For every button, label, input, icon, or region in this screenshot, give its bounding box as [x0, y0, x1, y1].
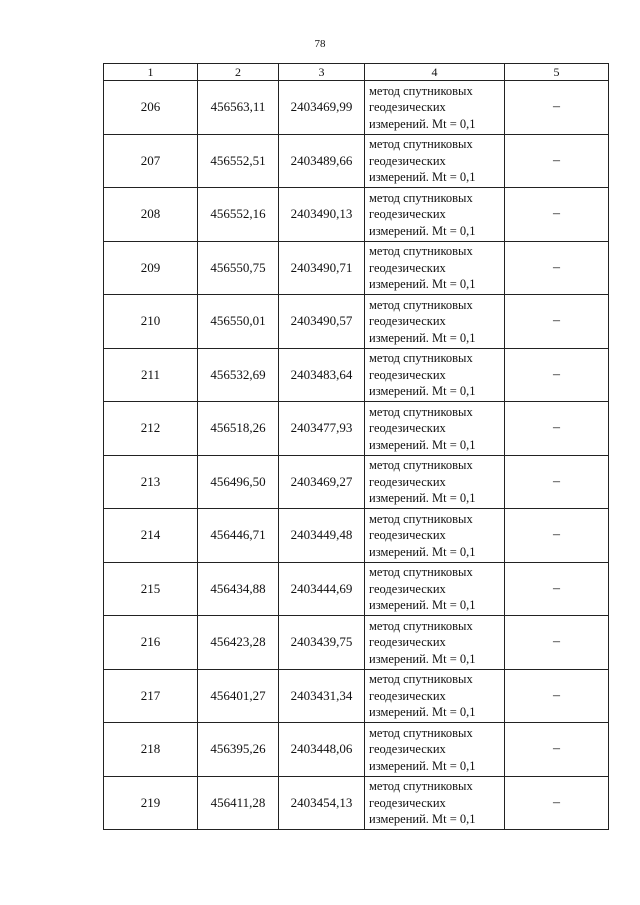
method-line: измерений. Mt = 0,1: [369, 598, 476, 612]
method-cell: [365, 616, 505, 670]
y-coordinate-cell: 2403490,71: [279, 241, 365, 295]
x-coordinate-cell: 456446,71: [198, 509, 279, 563]
method-line: метод спутниковых: [369, 618, 473, 633]
table-row: [104, 562, 609, 616]
table-row: [104, 188, 609, 242]
note-cell: –: [505, 509, 609, 563]
note-cell: –: [505, 776, 609, 830]
method-line: измерений. Mt = 0,1: [369, 705, 476, 719]
table-header: [104, 64, 609, 81]
method-line: метод спутниковых: [369, 351, 473, 365]
x-coordinate-cell: 456401,27: [198, 669, 279, 723]
method-line: геодезических: [369, 635, 446, 649]
method-line: измерений. Mt = 0,1: [369, 223, 476, 238]
note-cell: –: [505, 616, 609, 670]
method-cell: [365, 295, 505, 349]
method-line: метод спутниковых: [369, 458, 473, 472]
method-cell: [365, 669, 505, 723]
method-line: метод спутниковых: [369, 83, 473, 98]
x-coordinate-cell: 456518,26: [198, 402, 279, 456]
method-line: геодезических: [369, 314, 446, 328]
method-line: геодезических: [369, 207, 446, 221]
note-cell: –: [505, 134, 609, 188]
method-line: измерений. Mt = 0,1: [369, 116, 476, 131]
y-coordinate-cell: 2403439,75: [279, 616, 365, 670]
method-line: метод спутниковых: [369, 137, 473, 151]
method-cell: [365, 402, 505, 456]
method-line: геодезических: [369, 474, 446, 489]
point-number-cell: 207: [104, 134, 198, 188]
method-cell: [365, 776, 505, 830]
x-coordinate-cell: 456563,11: [198, 81, 279, 135]
method-cell: [365, 455, 505, 509]
method-line: метод спутниковых: [369, 190, 473, 205]
header-col-5: 5: [505, 64, 609, 81]
method-cell: [365, 241, 505, 295]
note-cell: –: [505, 562, 609, 616]
x-coordinate-cell: 456550,01: [198, 295, 279, 349]
method-line: метод спутниковых: [369, 725, 473, 740]
method-line: измерений. Mt = 0,1: [369, 277, 476, 291]
note-cell: –: [505, 669, 609, 723]
method-line: измерений. Mt = 0,1: [369, 170, 476, 184]
y-coordinate-cell: 2403454,13: [279, 776, 365, 830]
table-row: [104, 81, 609, 135]
method-line: геодезических: [369, 421, 446, 435]
method-line: измерений. Mt = 0,1: [369, 437, 476, 452]
method-line: геодезических: [369, 153, 446, 168]
method-line: геодезических: [369, 742, 446, 756]
method-cell: [365, 509, 505, 563]
table-body: [104, 81, 609, 830]
x-coordinate-cell: 456496,50: [198, 455, 279, 509]
y-coordinate-cell: 2403489,66: [279, 134, 365, 188]
coordinates-table: [103, 63, 609, 830]
method-line: измерений. Mt = 0,1: [369, 330, 476, 345]
y-coordinate-cell: 2403490,57: [279, 295, 365, 349]
table-row: [104, 616, 609, 670]
table-row: [104, 669, 609, 723]
point-number-cell: 216: [104, 616, 198, 670]
table-row: [104, 776, 609, 830]
x-coordinate-cell: 456411,28: [198, 776, 279, 830]
method-cell: [365, 134, 505, 188]
point-number-cell: 213: [104, 455, 198, 509]
method-line: метод спутниковых: [369, 244, 473, 258]
method-line: метод спутниковых: [369, 297, 473, 312]
x-coordinate-cell: 456434,88: [198, 562, 279, 616]
point-number-cell: 218: [104, 723, 198, 777]
method-line: измерений. Mt = 0,1: [369, 758, 476, 773]
method-line: метод спутниковых: [369, 672, 473, 686]
table-row: [104, 455, 609, 509]
method-line: измерений. Mt = 0,1: [369, 384, 476, 398]
method-line: геодезических: [369, 528, 446, 542]
method-line: геодезических: [369, 688, 446, 703]
x-coordinate-cell: 456552,16: [198, 188, 279, 242]
table-row: [104, 402, 609, 456]
y-coordinate-cell: 2403431,34: [279, 669, 365, 723]
method-cell: [365, 348, 505, 402]
method-line: измерений. Mt = 0,1: [369, 651, 476, 666]
note-cell: –: [505, 455, 609, 509]
table-row: [104, 723, 609, 777]
y-coordinate-cell: 2403490,13: [279, 188, 365, 242]
y-coordinate-cell: 2403483,64: [279, 348, 365, 402]
point-number-cell: 208: [104, 188, 198, 242]
method-cell: [365, 188, 505, 242]
method-line: метод спутниковых: [369, 779, 473, 793]
point-number-cell: 211: [104, 348, 198, 402]
table-row: [104, 295, 609, 349]
y-coordinate-cell: 2403469,99: [279, 81, 365, 135]
y-coordinate-cell: 2403444,69: [279, 562, 365, 616]
method-cell: [365, 723, 505, 777]
x-coordinate-cell: 456532,69: [198, 348, 279, 402]
method-line: геодезических: [369, 581, 446, 596]
point-number-cell: 210: [104, 295, 198, 349]
method-line: геодезических: [369, 367, 446, 382]
method-line: измерений. Mt = 0,1: [369, 544, 476, 559]
y-coordinate-cell: 2403449,48: [279, 509, 365, 563]
header-col-4: 4: [365, 64, 505, 81]
method-line: геодезических: [369, 260, 446, 275]
y-coordinate-cell: 2403448,06: [279, 723, 365, 777]
header-col-1: 1: [104, 64, 198, 81]
note-cell: –: [505, 241, 609, 295]
point-number-cell: 219: [104, 776, 198, 830]
method-line: метод спутниковых: [369, 511, 473, 526]
note-cell: –: [505, 348, 609, 402]
note-cell: –: [505, 81, 609, 135]
table-row: [104, 348, 609, 402]
method-line: измерений. Mt = 0,1: [369, 491, 476, 505]
method-line: метод спутниковых: [369, 404, 473, 419]
point-number-cell: 209: [104, 241, 198, 295]
header-row: [104, 64, 609, 81]
x-coordinate-cell: 456550,75: [198, 241, 279, 295]
y-coordinate-cell: 2403477,93: [279, 402, 365, 456]
method-line: метод спутниковых: [369, 565, 473, 579]
method-line: геодезических: [369, 100, 446, 114]
x-coordinate-cell: 456395,26: [198, 723, 279, 777]
point-number-cell: 217: [104, 669, 198, 723]
note-cell: –: [505, 402, 609, 456]
point-number-cell: 206: [104, 81, 198, 135]
point-number-cell: 212: [104, 402, 198, 456]
method-line: геодезических: [369, 795, 446, 810]
x-coordinate-cell: 456423,28: [198, 616, 279, 670]
header-col-3: 3: [279, 64, 365, 81]
x-coordinate-cell: 456552,51: [198, 134, 279, 188]
note-cell: –: [505, 723, 609, 777]
y-coordinate-cell: 2403469,27: [279, 455, 365, 509]
header-col-2: 2: [198, 64, 279, 81]
point-number-cell: 215: [104, 562, 198, 616]
note-cell: –: [505, 295, 609, 349]
point-number-cell: 214: [104, 509, 198, 563]
table-row: [104, 134, 609, 188]
method-cell: [365, 81, 505, 135]
table-row: [104, 241, 609, 295]
page-number: 78: [314, 38, 326, 50]
method-line: измерений. Mt = 0,1: [369, 812, 476, 826]
table-row: [104, 509, 609, 563]
method-cell: [365, 562, 505, 616]
note-cell: –: [505, 188, 609, 242]
